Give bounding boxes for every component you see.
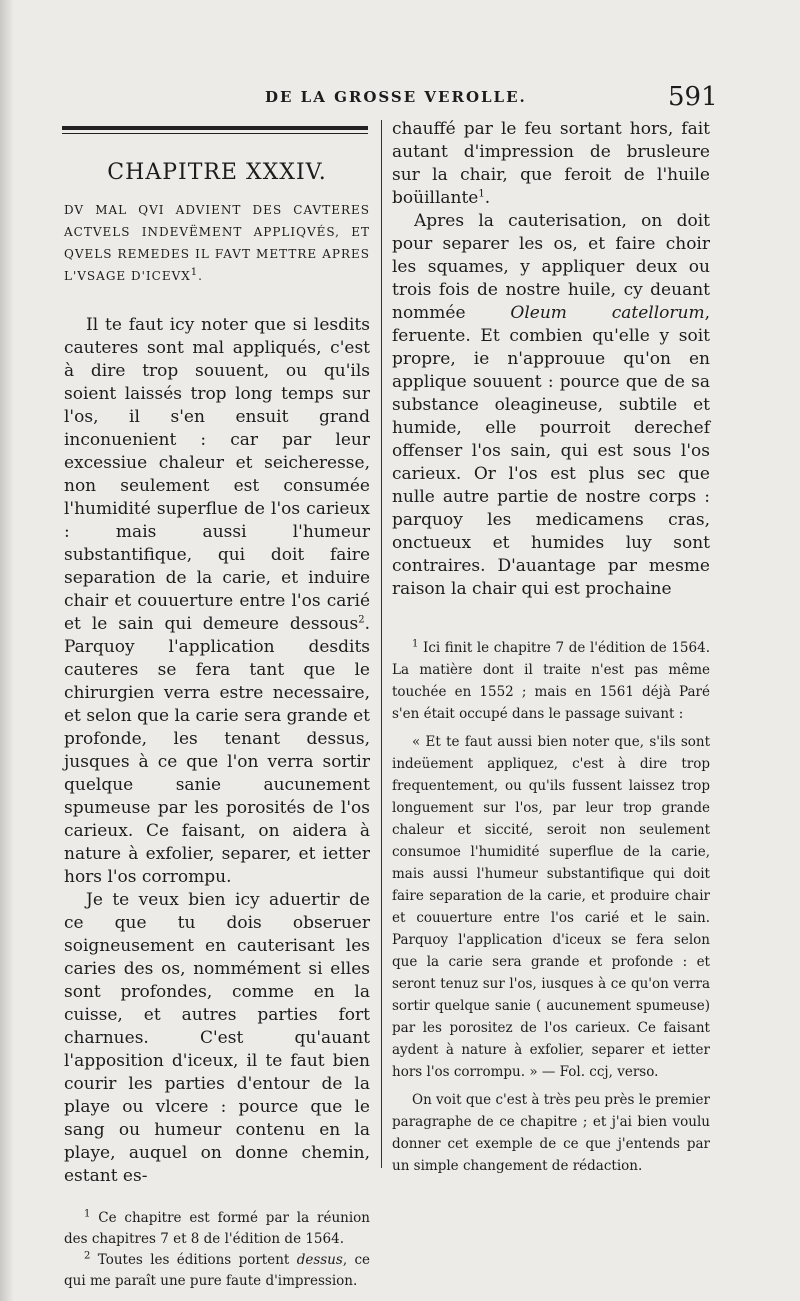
paragraph-text: . Parquoy l'application desdits cauteres se fera tant que le chirurgien verra estre necessaire, et selon que la carie sera grande et profonde, les tenant dessus, jusques à ce que l'on verra sortir quelque sanie aucunement spumeuse par les porosités de l'os carieux. Ce faisant, on aidera à nature à exfolier, separer, et ietter hors l'os corrompu.: [64, 614, 370, 887]
footnote-ref: 1: [478, 188, 485, 200]
paragraph-text: Il te faut icy noter que si lesdits cauteres sont mal appliqués, c'est à dire trop souuent, ou qu'ils soient laissés trop long temps sur l'os, il s'en ensuit grand inconuenient : car par leur excessiue chaleur et seicheresse, non seulement est consumée l'humidité superflue de l'os carieux : mais aussi l'humeur substantifique, qui doit faire separation de la carie, et induire chair et couuerture entre l'os carié et le sain qui demeure dessous: [64, 315, 370, 634]
running-title: DE LA GROSSE VEROLLE.: [265, 88, 527, 106]
note-paragraph: [392, 637, 710, 725]
footnote: [64, 1208, 370, 1250]
footnote-text: Toutes les éditions portent: [97, 1252, 297, 1268]
paragraph-text: chauffé par le feu sortant hors, fait autant d'impression de brusleure sur la chair, que feroit de l'huile boüillante: [392, 119, 710, 208]
page-number: 591: [668, 82, 718, 112]
footnote: [64, 1250, 370, 1292]
paragraph: [392, 118, 710, 210]
paragraph: Je te veux bien icy aduertir de ce que tu dois obseruer soigneusement en cauterisant les caries des os, nommément si elles sont profondes, comme en la cuisse, et autres parties fort charnues. C'est qu'auant l'apposition d'iceux, il te faut bien courir les parties d'entour de la playe ou vlcere : pource que le sang ou humeur contenu en la playe, auquel on donne chemin, estant es-: [64, 890, 370, 1186]
left-column: [64, 120, 370, 1292]
note-quote: « Et te faut aussi bien noter que, s'ils sont indeüement appliquez, c'est à dire trop frequentement, ou qu'ils fussent laissez trop longuement sur l'os, par leur trop grande chaleur et siccité, seroit non seulement consumoe l'humidité superflue de la carie, mais aussi l'humeur substantifique qui doit faire separation de la carie, et produire chair et couuerture entre l'os carié et le sain. Parquoy l'application d'iceux se fera selon que la carie sera grande et profonde : et seront tenuz sur l'os, iusques à ce qu'on verra sortir quelque sanie ( aucunement spumeuse) par les porositez de l'os carieux. Ce faisant aydent à nature à exfolier, separer et ietter hors l'os corrompu. » — Fol. ccj, verso.: [392, 734, 710, 1080]
italic-term: Oleum catellorum: [510, 303, 705, 323]
paragraph-text: .: [484, 188, 491, 208]
footnote-mark: 2: [84, 1250, 91, 1262]
footnote-ref: 2: [358, 614, 365, 626]
footnote-mark: 1: [412, 638, 419, 650]
chapter-title: CHAPITRE XXXIV.: [107, 160, 327, 185]
note-paragraph: On voit que c'est à très peu près le premier paragraphe de ce chapitre ; et j'ai bien voulu donner cet exemple de ce que j'entends par un simple changement de rédaction.: [392, 1092, 710, 1174]
chapter-subtitle-text: DV MAL QVI ADVIENT DES CAVTERES ACTVELS INDEVËMENT APPLIQVÉS, ET QVELS REMEDES IL FAVT METTRE APRES L'VSAGE D'ICEVX: [64, 203, 370, 283]
footnote-ref: 1: [190, 267, 199, 278]
footnote-mark: 1: [84, 1208, 91, 1220]
paragraph: [392, 210, 710, 601]
paragraph-text: Apres la cauterisation, on doit pour separer les os, et faire choir les squames, y appliquer deux ou trois fois de nostre huile, cy deuant nommée: [392, 211, 710, 323]
editor-note: [392, 637, 710, 1177]
footnote-text: Ce chapitre est formé par la réunion des chapitres 7 et 8 de l'édition de 1564.: [64, 1210, 370, 1247]
column-divider: [381, 120, 382, 1168]
footnote-italic: dessus: [296, 1252, 343, 1268]
footnote-text: , ce qui me paraît une pure faute d'impression.: [64, 1252, 370, 1289]
paragraph: [64, 314, 370, 889]
chapter-subtitle: DV MAL QVI ADVIENT DES CAVTERES ACTVELS INDEVËMENT APPLIQVÉS, ET QVELS REMEDES IL FAVT METTRE APRES L'VSAGE D'ICEVX$^1$.: [64, 203, 370, 283]
note-text: Ici finit le chapitre 7 de l'édition de 1564. La matière dont il traite n'est pas même touchée en 1552 ; mais en 1561 déjà Paré s'en était occupé dans le passage suivant :: [392, 640, 710, 722]
page-edge-shadow: [0, 0, 14, 1301]
footnotes: [64, 1208, 370, 1292]
paragraph-text: , feruente. Et combien qu'elle y soit propre, ie n'approuue qu'on en applique souuent : pource que de sa substance oleagineuse, subtile et humide, elle pourroit derechef offenser l'os sain, qui est sous l'os carieux. Or l'os est plus sec que nulle autre partie de nostre corps : parquoy les medicamens cras, onctueux et humides luy sont contraires. D'auantage par mesme raison la chair qui est prochaine: [392, 303, 710, 599]
right-column: [392, 118, 710, 1183]
